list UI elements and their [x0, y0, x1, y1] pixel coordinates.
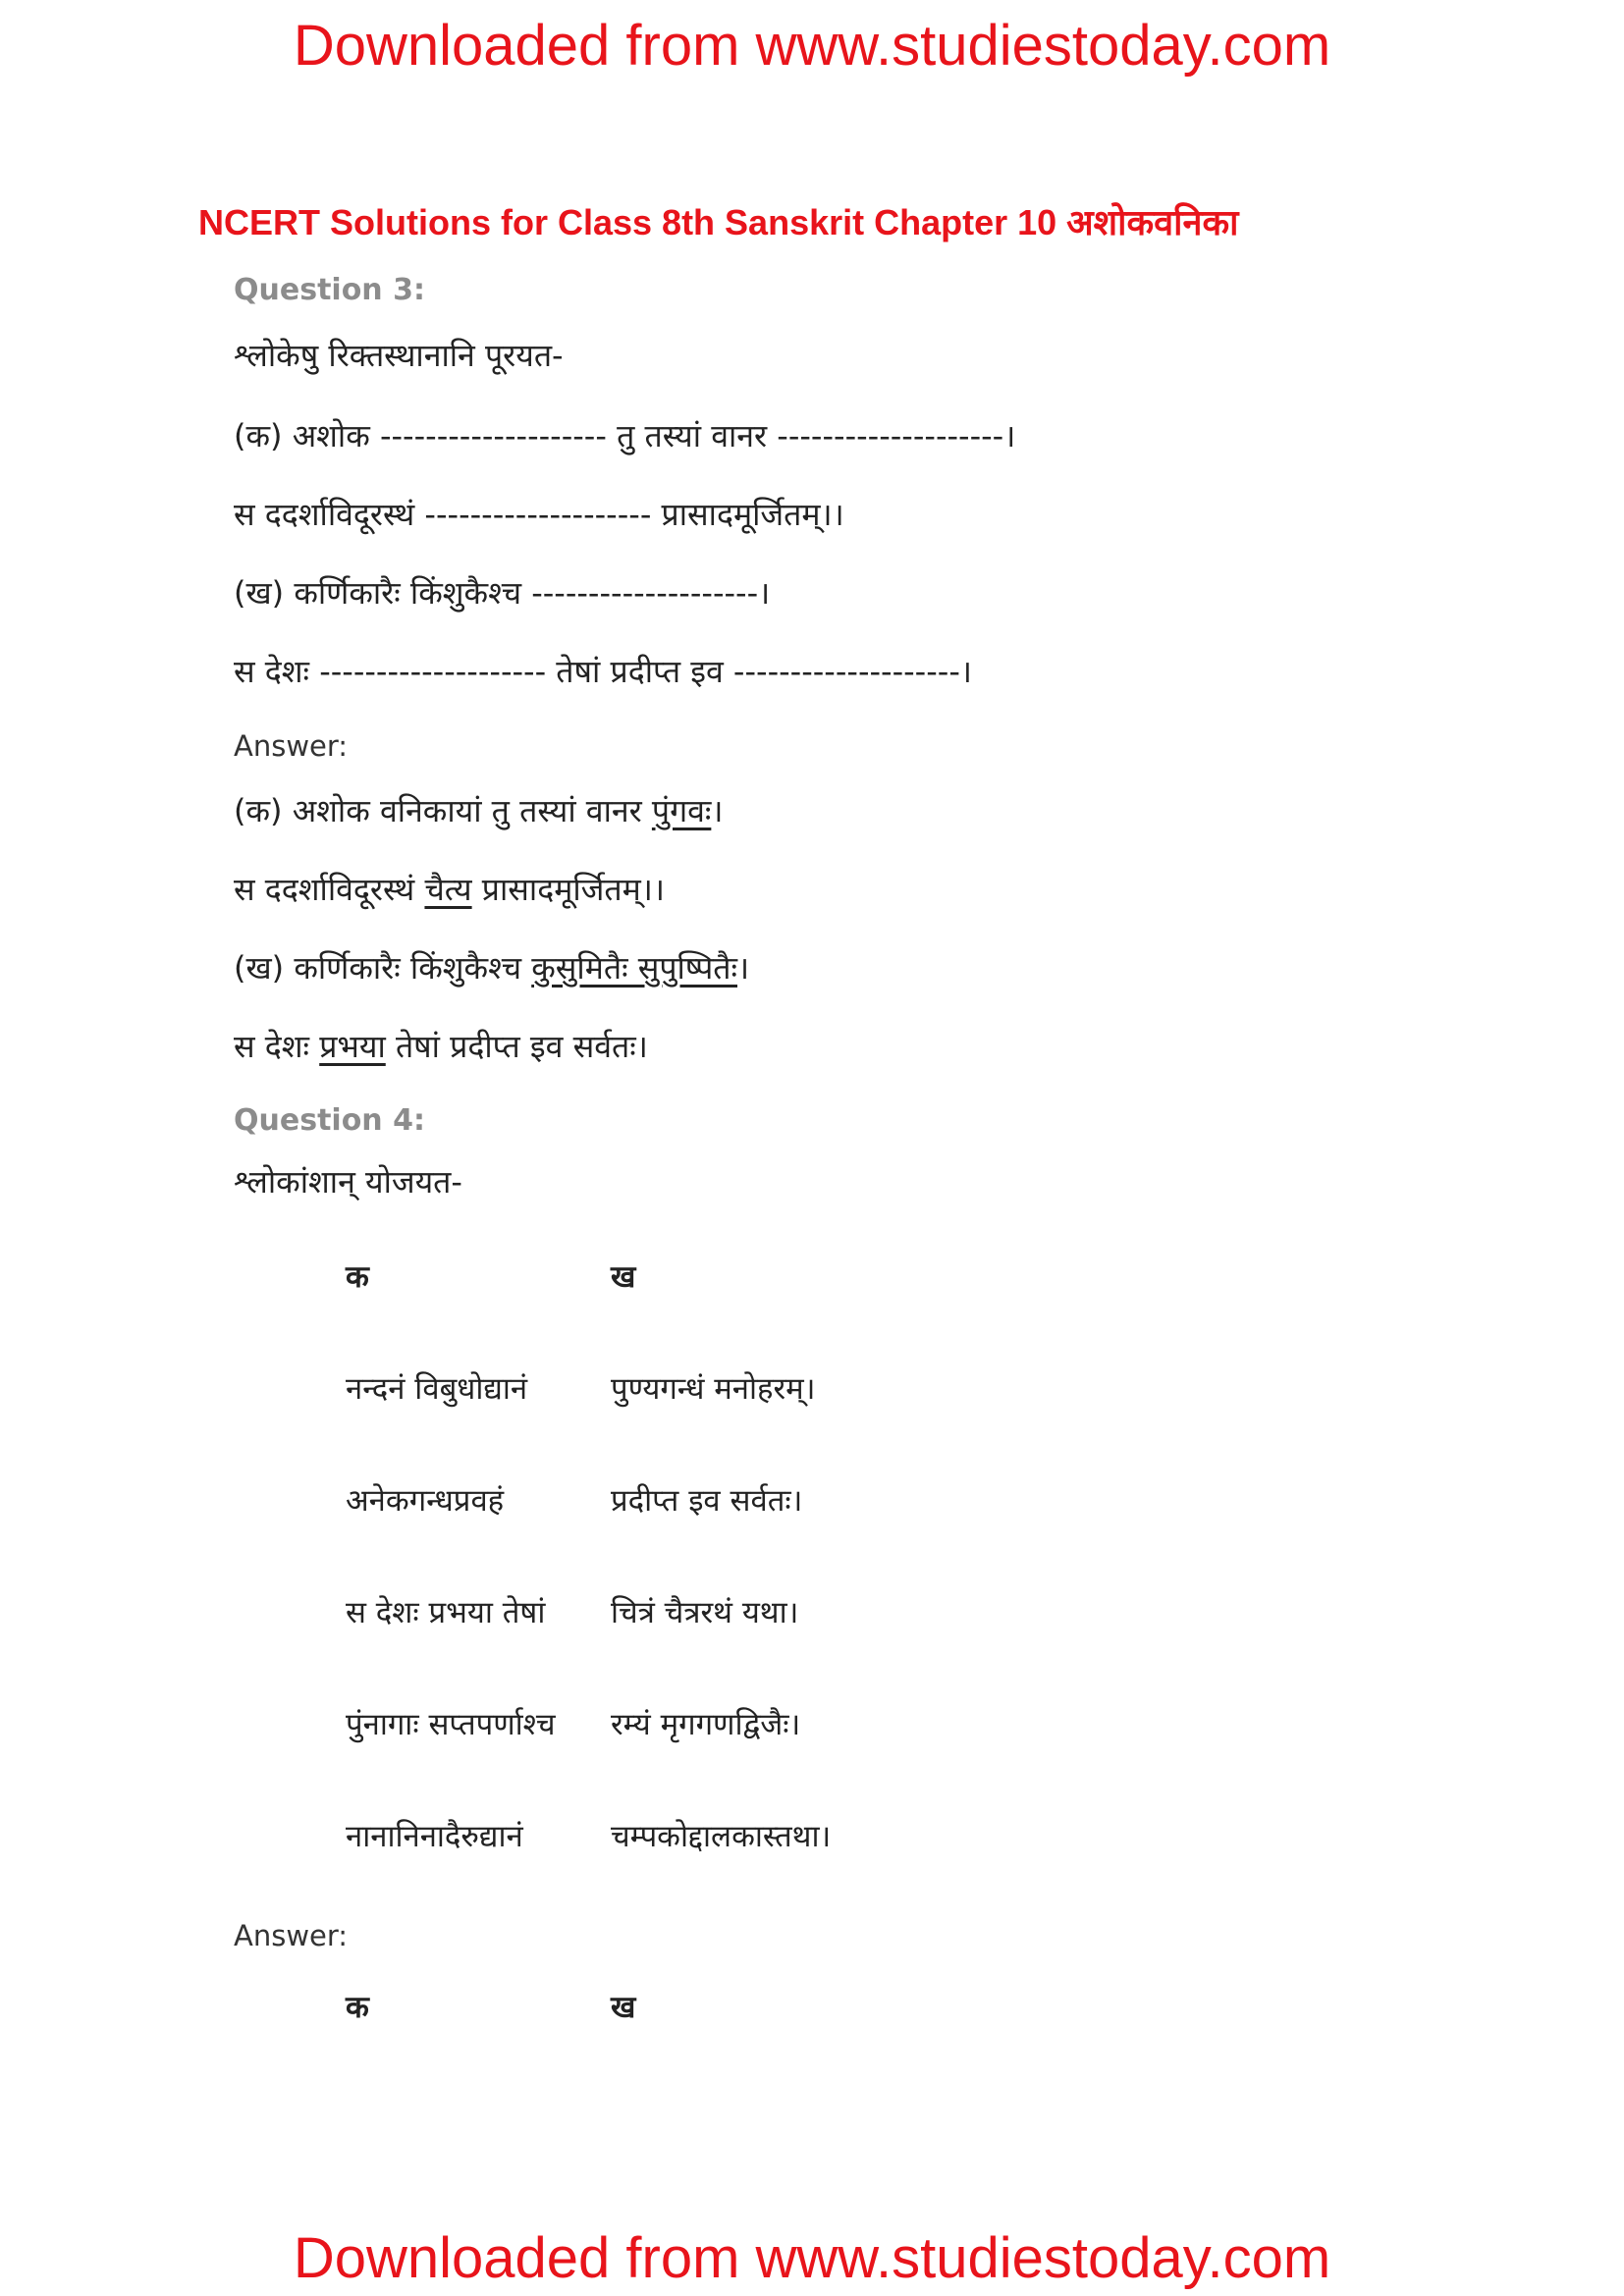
page-title: NCERT Solutions for Class 8th Sanskrit Chapter 10 अशोकवनिका [198, 202, 1239, 242]
question-4-label: Question 4: [234, 1103, 425, 1138]
q3-answer-blank-1: पुंगवः [651, 792, 712, 829]
col-b-item: पुण्यगन्धं मनोहरम्। [611, 1371, 816, 1407]
col-a-header: क [346, 1259, 369, 1295]
col-a-item: पुंनागाः सप्तपर्णाश्च [346, 1707, 556, 1742]
q3-answer-line-1: (क) अशोक वनिकायां तु तस्यां वानर पुंगवः। [234, 792, 724, 829]
col-b-header: ख [611, 1259, 636, 1295]
q3-line-2: स ददर्शाविदूरस्थं -------------------- प्रासादमूर्जितम्।। [234, 496, 844, 533]
q4-instruction: श्लोकांशान् योजयत- [234, 1163, 462, 1201]
q3-answer-line-3: (ख) कर्णिकारैः किंशुकैश्च कुसुमितैः सुपुष्पितैः। [234, 949, 750, 987]
header-banner: Downloaded from www.studiestoday.com [293, 14, 1331, 78]
col-a-item: नानानिनादैरुद्यानं [346, 1819, 523, 1854]
col-b-item: चम्पकोद्दालकास्तथा। [611, 1819, 832, 1854]
col-b-item: रम्यं मृगगणद्विजैः। [611, 1707, 801, 1742]
answer-col-b-header: ख [611, 1990, 636, 2025]
q3-line-1: (क) अशोक -------------------- तु तस्यां वानर --------------------। [234, 417, 1016, 454]
q3-answer-line-2: स ददर्शाविदूरस्थं चैत्य प्रासादमूर्जितम्।। [234, 871, 665, 908]
q3-answer-blank-4: प्रभया [319, 1028, 386, 1065]
q3-line-4: स देशः -------------------- तेषां प्रदीप्त इव --------------------। [234, 653, 972, 690]
question-3-label: Question 3: [234, 273, 425, 307]
q3-answer-blank-2: चैत्य [424, 871, 472, 908]
q3-answer-line-4: स देशः प्रभया तेषां प्रदीप्त इव सर्वतः। [234, 1028, 648, 1065]
footer-banner: Downloaded from www.studiestoday.com [293, 2226, 1331, 2290]
q4-answer-label: Answer: [234, 1919, 349, 1952]
col-b-item: प्रदीप्त इव सर्वतः। [611, 1483, 803, 1519]
q3-line-3: (ख) कर्णिकारैः किंशुकैश्च --------------------। [234, 574, 771, 612]
answer-col-a-header: क [346, 1990, 369, 2025]
col-a-item: अनेकगन्धप्रवहं [346, 1483, 505, 1519]
col-a-item: स देशः प्रभया तेषां [346, 1595, 546, 1630]
col-b-item: चित्रं चैत्ररथं यथा। [611, 1595, 799, 1630]
q3-instruction: श्लोकेषु रिक्तस्थानानि पूरयत- [234, 337, 564, 374]
q3-answer-blank-3: कुसुमितैः सुपुष्पितैः [531, 949, 737, 987]
q3-answer-label: Answer: [234, 729, 349, 763]
col-a-item: नन्दनं विबुधोद्यानं [346, 1371, 528, 1407]
